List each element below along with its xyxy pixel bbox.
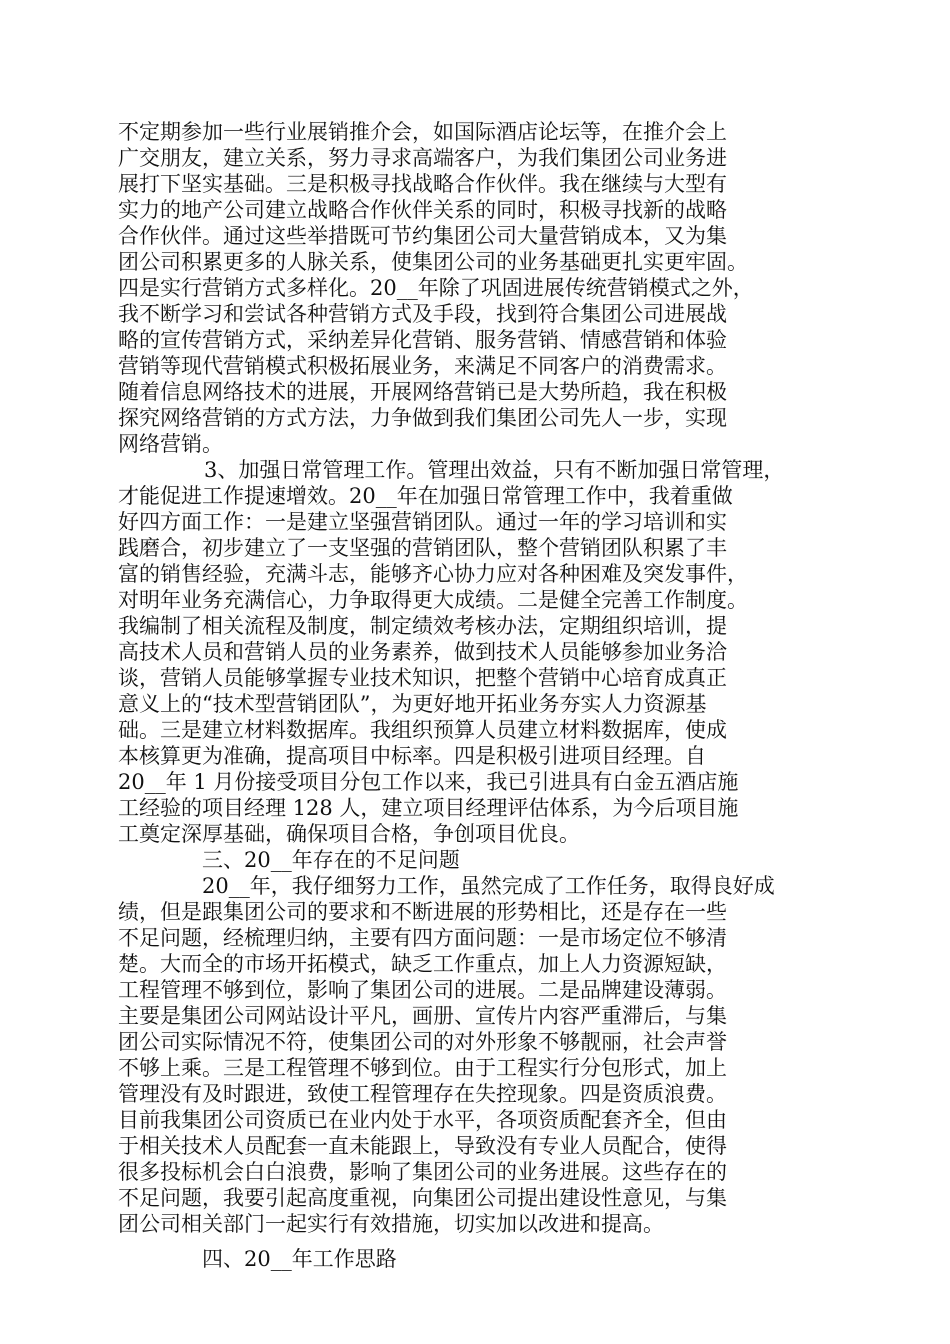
text-line: 才能促进工作提速增效。20__年在加强日常管理工作中，我着重做: [118, 484, 733, 508]
text-line: 广交朋友，建立关系，努力寻求高端客户，为我们集团公司业务进: [118, 146, 727, 170]
text-line: 四、20__年工作思路: [202, 1247, 397, 1271]
text-line: 三、20__年存在的不足问题: [202, 848, 460, 872]
text-line: 于相关技术人员配套一直未能跟上，导致没有专业人员配合，使得: [118, 1134, 727, 1158]
text-line: 营销等现代营销模式积极拓展业务，来满足不同客户的消费需求。: [118, 354, 727, 378]
text-line: 团公司积累更多的人脉关系，使集团公司的业务基础更扎实更牢固。: [118, 250, 748, 274]
text-line: 不够上乘。三是工程管理不够到位。由于工程实行分包形式，加上: [118, 1056, 727, 1080]
text-line: 工奠定深厚基础，确保项目合格，争创项目优良。: [118, 822, 580, 846]
text-line: 3、加强日常管理工作。管理出效益，只有不断加强日常管理，: [204, 458, 785, 482]
text-line: 目前我集团公司资质已在业内处于水平，各项资质配套齐全，但由: [118, 1108, 727, 1132]
text-line: 四是实行营销方式多样化。20__年除了巩固进展传统营销模式之外，: [118, 276, 754, 300]
text-line: 管理没有及时跟进，致使工程管理存在失控现象。四是资质浪费。: [118, 1082, 727, 1106]
text-line: 对明年业务充满信心，力争取得更大成绩。二是健全完善工作制度。: [118, 588, 748, 612]
text-line: 主要是集团公司网站设计平凡，画册、宣传片内容严重滞后，与集: [118, 1004, 727, 1028]
text-line: 我不断学习和尝试各种营销方式及手段，找到符合集团公司进展战: [118, 302, 727, 326]
text-line: 不足问题，经梳理归纳，主要有四方面问题：一是市场定位不够清: [118, 926, 727, 950]
text-line: 展打下坚实基础。三是积极寻找战略合作伙伴。我在继续与大型有: [118, 172, 727, 196]
text-line: 本核算更为准确，提高项目中标率。四是积极引进项目经理。自: [118, 744, 706, 768]
text-line: 随着信息网络技术的进展，开展网络营销已是大势所趋，我在积极: [118, 380, 727, 404]
text-line: 谈，营销人员能够掌握专业技术知识，把整个营销中心培育成真正: [118, 666, 727, 690]
text-line: 好四方面工作：一是建立坚强营销团队。通过一年的学习培训和实: [118, 510, 727, 534]
text-line: 不定期参加一些行业展销推介会，如国际酒店论坛等，在推介会上: [118, 120, 727, 144]
text-line: 不足问题，我要引起高度重视，向集团公司提出建设性意见，与集: [118, 1186, 727, 1210]
text-line: 很多投标机会白白浪费，影响了集团公司的业务进展。这些存在的: [118, 1160, 727, 1184]
text-line: 践磨合，初步建立了一支坚强的营销团队，整个营销团队积累了丰: [118, 536, 727, 560]
text-line: 20__年，我仔细努力工作，虽然完成了工作任务，取得良好成: [202, 874, 775, 898]
text-line: 网络营销。: [118, 432, 223, 456]
text-line: 楚。大而全的市场开拓模式，缺乏工作重点，加上人力资源短缺，: [118, 952, 727, 976]
text-line: 团公司相关部门一起实行有效措施，切实加以改进和提高。: [118, 1212, 664, 1236]
text-line: 我编制了相关流程及制度，制定绩效考核办法，定期组织培训，提: [118, 614, 727, 638]
text-line: 实力的地产公司建立战略合作伙伴关系的同时，积极寻找新的战略: [118, 198, 727, 222]
text-line: 工经验的项目经理 128 人，建立项目经理评估体系，为今后项目施: [118, 796, 739, 820]
text-line: 意义上的“技术型营销团队”，为更好地开拓业务夯实人力资源基: [118, 692, 707, 716]
text-line: 合作伙伴。通过这些举措既可节约集团公司大量营销成本，又为集: [118, 224, 727, 248]
text-line: 工程管理不够到位，影响了集团公司的进展。二是品牌建设薄弱。: [118, 978, 727, 1002]
text-line: 探究网络营销的方式方法，力争做到我们集团公司先人一步，实现: [118, 406, 727, 430]
text-line: 高技术人员和营销人员的业务素养，做到技术人员能够参加业务洽: [118, 640, 727, 664]
text-line: 团公司实际情况不符，使集团公司的对外形象不够靓丽，社会声誉: [118, 1030, 727, 1054]
text-line: 略的宣传营销方式，采纳差异化营销、服务营销、情感营销和体验: [118, 328, 727, 352]
text-line: 绩，但是跟集团公司的要求和不断进展的形势相比，还是存在一些: [118, 900, 727, 924]
text-line: 础。三是建立材料数据库。我组织预算人员建立材料数据库，使成: [118, 718, 727, 742]
text-line: 20__年 1 月份接受项目分包工作以来，我已引进具有白金五酒店施: [118, 770, 739, 794]
text-line: 富的销售经验，充满斗志，能够齐心协力应对各种困难及突发事件，: [118, 562, 748, 586]
